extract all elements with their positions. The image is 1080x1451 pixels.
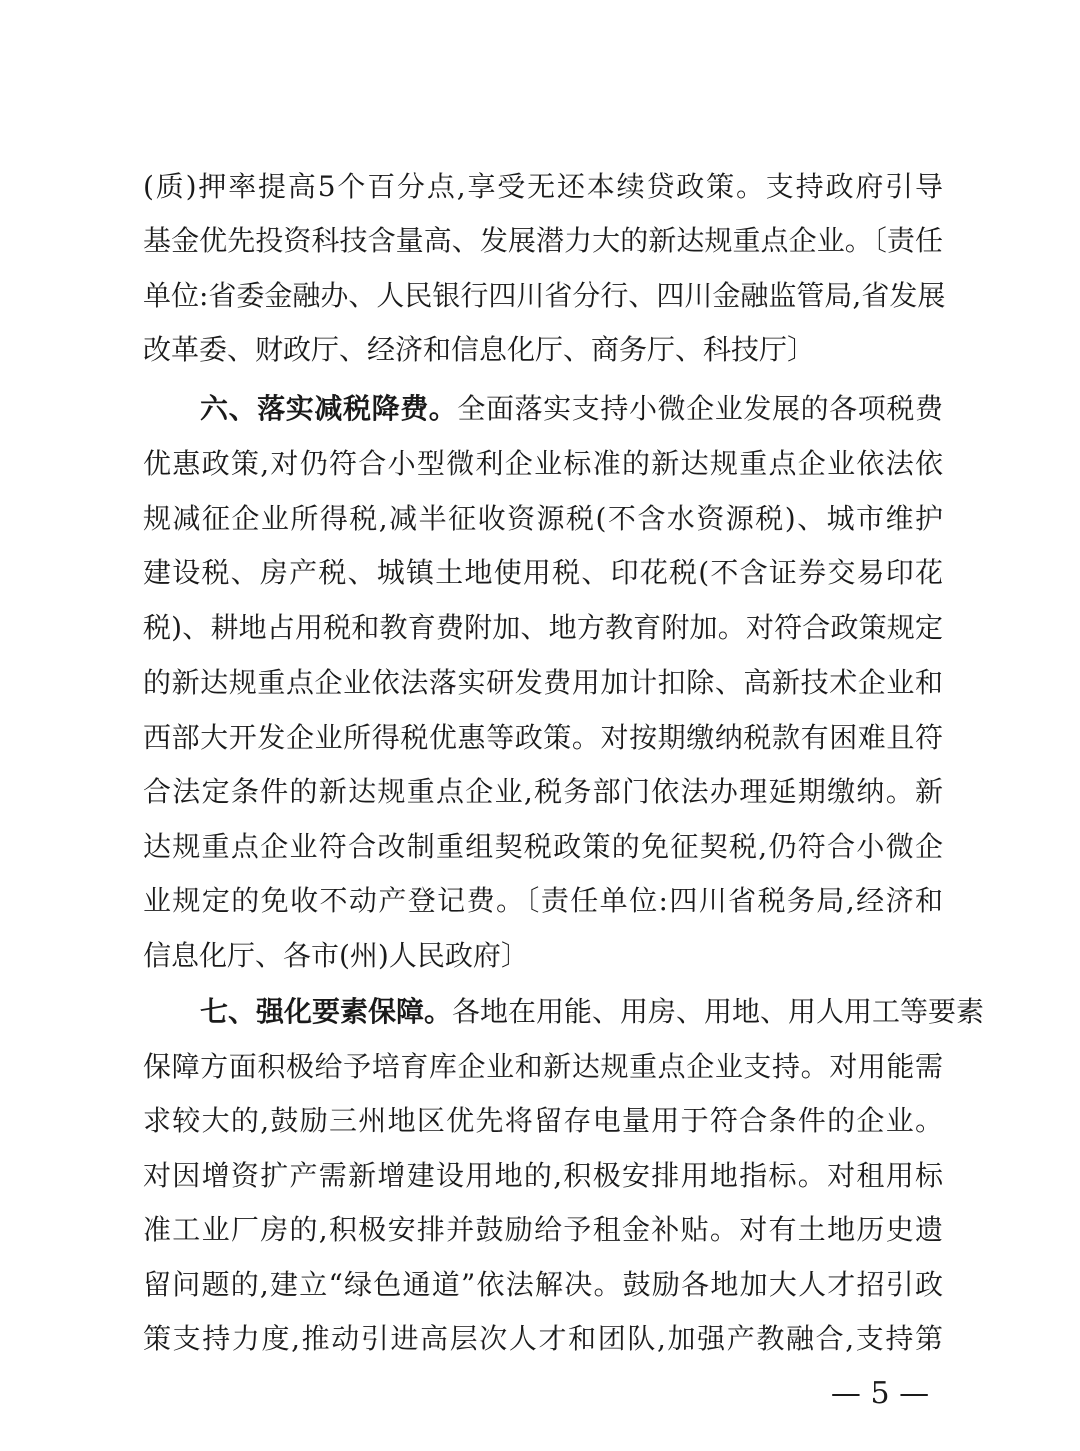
body-text-line: 规减征企业所得税,减半征收资源税(不含水资源税)、城市维护 — [143, 502, 943, 535]
body-text-line: 单位:省委金融办、人民银行四川省分行、四川金融监管局,省发展 — [143, 279, 946, 312]
body-text-line: 税)、耕地占用税和教育费附加、地方教育附加。对符合政策规定 — [143, 611, 943, 644]
body-text-line: 对因增资扩产需新增建设用地的,积极安排用地指标。对租用标 — [143, 1159, 943, 1192]
body-text-line: 建设税、房产税、城镇土地使用税、印花税(不含证券交易印花 — [143, 556, 943, 589]
body-text-line: 西部大开发企业所得税优惠等政策。对按期缴纳税款有困难且符 — [143, 721, 943, 754]
body-text-line: 保障方面积极给予培育库企业和新达规重点企业支持。对用能需 — [143, 1050, 943, 1083]
body-text-line: 达规重点企业符合改制重组契税政策的免征契税,仍符合小微企 — [143, 830, 943, 863]
section-7-heading: 七、强化要素保障。 — [200, 995, 453, 1028]
body-text-line: 留问题的,建立“绿色通道”依法解决。鼓励各地加大人才招引政 — [143, 1268, 943, 1301]
body-text-segment: 全面落实支持小微企业发展的各项税费 — [457, 392, 943, 425]
body-text-line: 策支持力度,推动引进高层次人才和团队,加强产教融合,支持第 — [143, 1322, 943, 1355]
body-text-line: 优惠政策,对仍符合小型微利企业标准的新达规重点企业依法依 — [143, 447, 943, 480]
page-number: — 5 — — [830, 1376, 930, 1411]
body-text-line: 合法定条件的新达规重点企业,税务部门依法办理延期缴纳。新 — [143, 775, 943, 808]
body-text-line: (质)押率提高5个百分点,享受无还本续贷政策。支持政府引导 — [143, 170, 943, 203]
body-text-line: 业规定的免收不动产登记费。〔责任单位:四川省税务局,经济和 — [143, 884, 943, 917]
section-6-paragraph-start — [200, 385, 943, 433]
body-text-line: 求较大的,鼓励三州地区优先将留存电量用于符合条件的企业。 — [143, 1104, 943, 1137]
section-7-paragraph-start — [200, 988, 985, 1036]
body-text-line: 改革委、财政厅、经济和信息化厅、商务厅、科技厅〕 — [143, 333, 816, 366]
body-text-line: 的新达规重点企业依法落实研发费用加计扣除、高新技术企业和 — [143, 666, 943, 699]
section-6-heading: 六、落实减税降费。 — [200, 392, 458, 425]
body-text-line: 基金优先投资科技含量高、发展潜力大的新达规重点企业。〔责任 — [143, 224, 943, 257]
body-text-line: 准工业厂房的,积极安排并鼓励给予租金补贴。对有土地历史遗 — [143, 1213, 943, 1246]
body-text-segment: 各地在用能、用房、用地、用人用工等要素 — [452, 995, 985, 1028]
body-text-line: 信息化厅、各市(州)人民政府〕 — [143, 939, 529, 972]
